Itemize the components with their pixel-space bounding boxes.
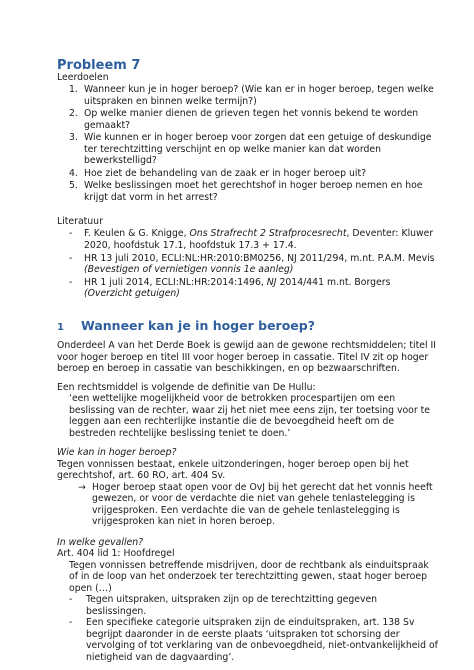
section-title: Wanneer kan je in hoger beroep? — [81, 317, 315, 333]
paragraph-line: Art. 404 lid 1: Hoofdregel — [57, 548, 175, 559]
quote-line: ‘een wettelijke mogelijkheid voor de betrokken procespartijen om een — [69, 393, 396, 404]
paragraph-line: open (…) — [69, 582, 112, 594]
bullet-line: vervolging of tot verklaring van de onbevoegdheid, niet-ontvankelijkheid of — [86, 640, 438, 652]
leerdoel-number: 2. — [69, 108, 78, 120]
paragraph-line: of in de loop van het onderzoek ter terechtzitting gewen, staat hoger beroep — [69, 571, 427, 583]
leerdoel-line: ter terechtzitting verschijnt en op welke manier kan dat worden — [84, 143, 382, 155]
paragraph-line: gerechtshof, art. 60 RO, art. 404 Sv. — [57, 470, 226, 481]
leerdoel-line: Welke beslissingen moet het gerechtshof in hoger beroep nemen en hoe — [84, 180, 423, 192]
literature-item-line: (Bevestigen of vernietigen vonnis 1e aanleg) — [84, 264, 294, 275]
section-number: 1 — [57, 321, 64, 333]
literatuur-label: Literatuur — [57, 215, 103, 227]
subheading: In welke gevallen? — [57, 536, 144, 548]
literature-dash: - — [69, 252, 73, 264]
leerdoel-line: gemaakt? — [84, 119, 131, 131]
leerdoel-line: Hoe ziet de behandeling van de zaak er in hoger beroep uit? — [84, 167, 367, 179]
leerdoelen-label: Leerdoelen — [57, 72, 109, 84]
leerdoel-line: Wanneer kun je in hoger beroep? (Wie kan er in hoger beroep, tegen welke — [84, 84, 434, 95]
page-title: Probleem 7 — [57, 58, 141, 73]
paragraph-line: Tegen vonnissen bestaat, enkele uitzonderingen, hoger beroep open bij het — [57, 458, 409, 470]
leerdoel-line: Wie kunnen er in hoger beroep voor zorgen dat een getuige of deskundige — [84, 132, 432, 144]
paragraph-line: beroep en beroep in cassatie van beschikkingen, en op bezwaarschriften. — [57, 363, 400, 375]
bullet-dash: - — [69, 594, 73, 606]
literature-dash: - — [69, 228, 73, 240]
paragraph-line: gewezen, or voor de verdachte die niet van gehele tenlastelegging is — [92, 493, 415, 505]
leerdoel-line: uitspraken en binnen welke termijn?) — [84, 95, 257, 107]
leerdoel-number: 3. — [69, 132, 78, 144]
literature-item: F. Keulen & G. Knigge, Ons Strafrecht 2 Strafprocesrecht, Deventer: Kluwer — [84, 228, 434, 240]
literature-item-line: 2020, hoofdstuk 17.1, hoofdstuk 17.3 + 17.4. — [84, 240, 297, 251]
quote-line: leggen aan een rechterlijke instantie die de bevoegdheid heeft om de — [69, 416, 395, 428]
leerdoel-number: 1. — [69, 84, 78, 95]
paragraph-line: vrijgesproken. Een verdachte die van de gehele tenlastelegging is — [92, 504, 400, 516]
paragraph-line: Hoger beroep staat open voor de OvJ bij het gerecht dat het vonnis heeft — [92, 481, 433, 493]
leerdoel-number: 4. — [69, 167, 78, 179]
bullet-line: nietigheid van de dagvaarding’. — [86, 652, 235, 663]
literature-dash: - — [69, 276, 73, 288]
paragraph-line: Tegen vonnissen betreffende misdrijven, door de rechtbank als einduitspraak — [69, 559, 429, 571]
literature-item-line: (Overzicht getuigen) — [84, 288, 180, 300]
bullet-line: Tegen uitspraken, uitspraken zijn op de terechtzitting gegeven — [86, 594, 378, 606]
quote-line: bestreden rechtelijke beslissing teniet te doen.’ — [69, 427, 291, 439]
paragraph-line: Onderdeel A van het Derde Boek is gewijd aan de gewone rechtsmiddelen; titel II — [57, 340, 436, 352]
bullet-dash: - — [69, 617, 73, 629]
literature-item: HR 13 juli 2010, ECLI:NL:HR:2010:BM0256, NJ 2011/294, m.nt. P.A.M. Mevis — [84, 252, 435, 264]
leerdoel-line: bewerkstelligd? — [84, 155, 157, 167]
literature-item: HR 1 juli 2014, ECLI:NL:HR:2014:1496, NJ 2014/441 m.nt. Borgers — [84, 276, 391, 288]
paragraph-line: Een rechtsmiddel is volgende de definitie van De Hullu: — [57, 381, 316, 393]
paragraph-line: vrijgesproken kan niet in horen beroep. — [92, 516, 276, 528]
section-heading — [57, 318, 315, 333]
bullet-line: begrijpt daaronder in de eerste plaats ‘uitspraken tot schorsing der — [86, 628, 400, 640]
quote-line: beslissing van de rechter, waar zij het niet mee eens zijn, ter toetsing voor te — [69, 404, 430, 416]
subheading: Wie kan in hoger beroep? — [57, 446, 177, 458]
bullet-line: beslissingen. — [86, 605, 147, 617]
paragraph-line: voor hoger beroep en titel III voor hoger beroep in cassatie. Titel IV zit op hoger — [57, 351, 429, 363]
leerdoel-number: 5. — [69, 180, 78, 192]
leerdoel-line: Op welke manier dienen de grieven tegen het vonnis bekend te worden — [84, 108, 419, 120]
leerdoel-line: krijgt dat vorm in het arrest? — [84, 191, 218, 203]
arrow-icon: → — [78, 481, 86, 493]
bullet-line: Een specifieke categorie uitspraken zijn de einduitspraken, art. 138 Sv — [86, 617, 415, 629]
